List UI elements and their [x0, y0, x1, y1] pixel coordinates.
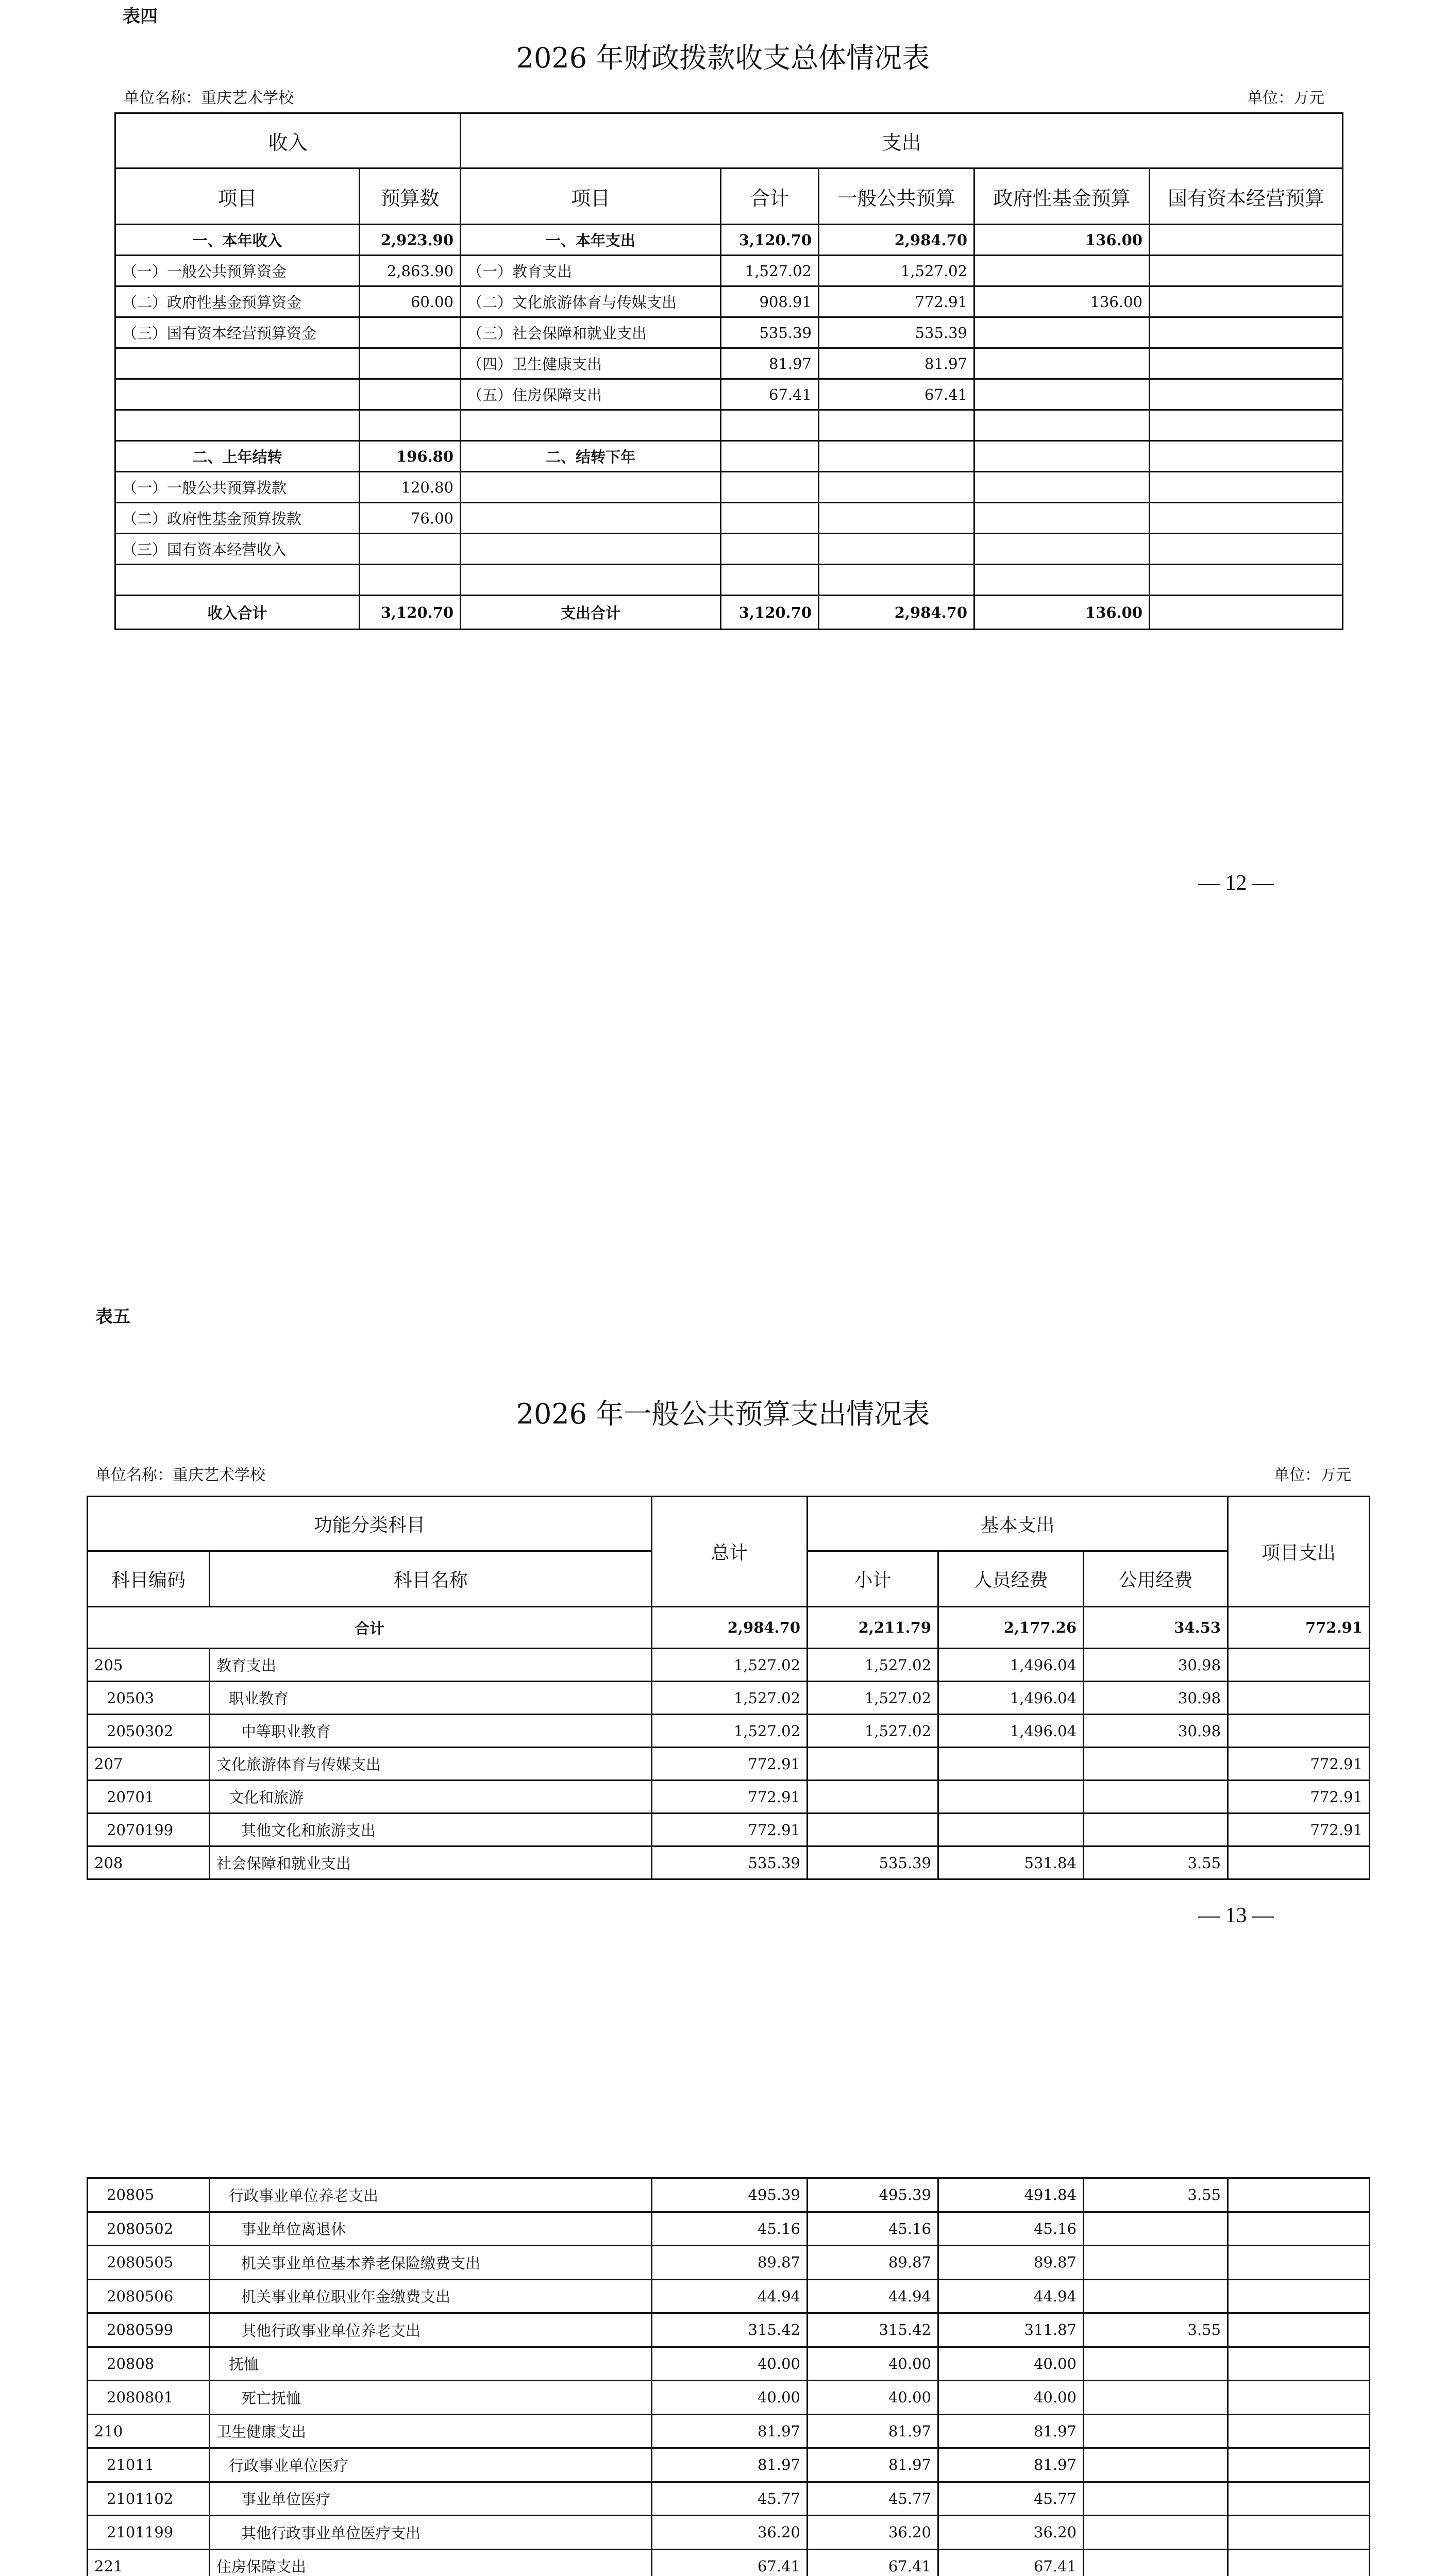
income-header: 收入: [115, 113, 461, 168]
public-amount: [1084, 2347, 1228, 2381]
project-amount: [1228, 2482, 1370, 2516]
income-item: （三）国有资本经营收入: [115, 534, 360, 565]
table-row: [88, 1781, 1370, 1814]
personnel-amount: 1,496.04: [938, 1649, 1084, 1682]
subject-name: 死亡抚恤: [210, 2381, 652, 2415]
income-amount: [360, 410, 461, 441]
table4-unit-name: 单位名称：重庆艺术学校: [124, 89, 294, 107]
table-row: [88, 2212, 1370, 2246]
personnel-amount: 40.00: [938, 2381, 1084, 2415]
subject-name: 中等职业教育: [210, 1715, 652, 1748]
subject-code: 20805: [88, 2178, 210, 2212]
total-amount: 1,527.02: [652, 1682, 808, 1715]
table-row: [115, 256, 1343, 286]
subtotal-amount: 1,527.02: [808, 1715, 938, 1748]
fund-budget-amount: [974, 472, 1150, 503]
table-row: [88, 2178, 1370, 2212]
table-row: [88, 2549, 1370, 2576]
subject-name: 事业单位医疗: [210, 2482, 652, 2516]
table-row: [88, 1748, 1370, 1781]
total-amount: 1,527.02: [652, 1715, 808, 1748]
subtotal-amount: 67.41: [808, 2549, 938, 2576]
public-amount: 3.55: [1084, 2313, 1228, 2347]
table5-unit: 单位：万元: [1274, 1466, 1351, 1484]
expense-item: （二）文化旅游体育与传媒支出: [461, 286, 721, 317]
subject-code: 21011: [88, 2448, 210, 2482]
general-budget-amount: 67.41: [819, 379, 974, 410]
subject-name: 机关事业单位基本养老保险缴费支出: [210, 2246, 652, 2280]
income-item: 一、本年收入: [115, 225, 360, 256]
expense-item: 支出合计: [461, 596, 721, 630]
income-amount: 60.00: [360, 286, 461, 317]
public-amount: [1084, 1781, 1228, 1814]
project-expense-header: 项目支出: [1228, 1497, 1370, 1607]
general-budget-amount: 1,527.02: [819, 256, 974, 286]
income-amount: 76.00: [360, 503, 461, 534]
public-amount: 30.98: [1084, 1715, 1228, 1748]
total-amount: 535.39: [652, 1846, 808, 1879]
project-amount: [1228, 1846, 1370, 1879]
total-amount: 495.39: [652, 2178, 808, 2212]
project-amount: [1228, 2212, 1370, 2246]
state-capital-amount: [1150, 348, 1343, 379]
total-amount: 89.87: [652, 2246, 808, 2280]
expense-total: [721, 410, 819, 441]
page-number-12: — 12 —: [1198, 871, 1274, 895]
total-amount: 67.41: [652, 2549, 808, 2576]
income-amount: 120.80: [360, 472, 461, 503]
subject-code: 2080505: [88, 2246, 210, 2280]
expense-total: 3,120.70: [721, 596, 819, 630]
income-amount: [360, 565, 461, 596]
table-row: [115, 565, 1343, 596]
public-amount: [1084, 2448, 1228, 2482]
table-row: [88, 2279, 1370, 2313]
subject-code: 2101102: [88, 2482, 210, 2516]
subtotal-amount: 40.00: [808, 2347, 938, 2381]
general-budget-amount: [819, 472, 974, 503]
fund-budget-amount: [974, 256, 1150, 286]
state-capital-amount: [1150, 410, 1343, 441]
table-row: [115, 534, 1343, 565]
income-amount: 3,120.70: [360, 596, 461, 630]
expense-total: 81.97: [721, 348, 819, 379]
general-budget-amount: 81.97: [819, 348, 974, 379]
subject-name: 职业教育: [210, 1682, 652, 1715]
table-row: [88, 2448, 1370, 2482]
state-capital-amount: [1150, 441, 1343, 472]
personnel-amount: 81.97: [938, 2448, 1084, 2482]
table-row: [115, 225, 1343, 256]
general-budget-amount: 535.39: [819, 317, 974, 348]
fund-budget-header: 政府性基金预算: [974, 168, 1150, 225]
subject-code: 2101199: [88, 2516, 210, 2550]
table5-unit-name: 单位名称：重庆艺术学校: [95, 1466, 265, 1484]
subtotal-amount: 1,527.02: [808, 1682, 938, 1715]
expense-total: 3,120.70: [721, 225, 819, 256]
state-capital-header: 国有资本经营预算: [1150, 168, 1343, 225]
personnel-amount: 40.00: [938, 2347, 1084, 2381]
expense-header: 支出: [461, 113, 1343, 168]
general-budget-expense-table: [87, 1496, 1370, 1880]
personnel-amount: 67.41: [938, 2549, 1084, 2576]
subtotal-amount: 495.39: [808, 2178, 938, 2212]
expense-item: [461, 534, 721, 565]
fund-budget-amount: [974, 534, 1150, 565]
sum-personnel: 2,177.26: [938, 1607, 1084, 1649]
personnel-amount: [938, 1748, 1084, 1781]
table5-title: 2026 年一般公共预算支出情况表: [516, 1398, 930, 1430]
expense-item: （四）卫生健康支出: [461, 348, 721, 379]
personnel-amount: 311.87: [938, 2313, 1084, 2347]
fund-budget-amount: [974, 317, 1150, 348]
table-row: [115, 410, 1343, 441]
table4-unit: 单位：万元: [1247, 89, 1324, 107]
project-amount: [1228, 2246, 1370, 2280]
subject-name: 社会保障和就业支出: [210, 1846, 652, 1879]
income-amount: [360, 348, 461, 379]
project-amount: [1228, 2448, 1370, 2482]
fund-budget-amount: [974, 503, 1150, 534]
sum-row-label: 合计: [88, 1607, 652, 1649]
table-row: [115, 286, 1343, 317]
subject-name: 其他行政事业单位养老支出: [210, 2313, 652, 2347]
subtotal-header: 小计: [808, 1551, 938, 1607]
table-row: [88, 2313, 1370, 2347]
personnel-amount: 1,496.04: [938, 1682, 1084, 1715]
expense-total: [721, 441, 819, 472]
general-budget-expense-table-continued: [87, 2177, 1370, 2576]
subject-name: 行政事业单位养老支出: [210, 2178, 652, 2212]
income-item: 收入合计: [115, 596, 360, 630]
general-budget-amount: 772.91: [819, 286, 974, 317]
expense-total: 535.39: [721, 317, 819, 348]
state-capital-amount: [1150, 379, 1343, 410]
state-capital-amount: [1150, 286, 1343, 317]
project-amount: [1228, 2414, 1370, 2448]
fiscal-overview-table: [114, 112, 1343, 630]
income-item: （二）政府性基金预算拨款: [115, 503, 360, 534]
fund-budget-amount: [974, 441, 1150, 472]
subject-code: 2080801: [88, 2381, 210, 2415]
general-budget-amount: [819, 534, 974, 565]
project-amount: [1228, 2178, 1370, 2212]
subtotal-amount: 81.97: [808, 2448, 938, 2482]
state-capital-amount: [1150, 503, 1343, 534]
personnel-amount: 81.97: [938, 2414, 1084, 2448]
table-row: [88, 1682, 1370, 1715]
total-amount: 81.97: [652, 2414, 808, 2448]
personnel-amount: 45.16: [938, 2212, 1084, 2246]
public-header: 公用经费: [1084, 1551, 1228, 1607]
table-row: [88, 2347, 1370, 2381]
general-budget-amount: [819, 565, 974, 596]
expense-item: 二、结转下年: [461, 441, 721, 472]
state-capital-amount: [1150, 317, 1343, 348]
table-row: [88, 2516, 1370, 2550]
public-amount: 30.98: [1084, 1649, 1228, 1682]
expense-item: [461, 565, 721, 596]
basic-expense-header: 基本支出: [808, 1497, 1228, 1551]
table-row: [88, 1649, 1370, 1682]
subject-name: 住房保障支出: [210, 2549, 652, 2576]
state-capital-amount: [1150, 472, 1343, 503]
sum-public: 34.53: [1084, 1607, 1228, 1649]
total-amount: 772.91: [652, 1748, 808, 1781]
subject-name: 文化旅游体育与传媒支出: [210, 1748, 652, 1781]
fund-budget-amount: [974, 379, 1150, 410]
income-item: 二、上年结转: [115, 441, 360, 472]
general-budget-amount: 2,984.70: [819, 596, 974, 630]
state-capital-amount: [1150, 256, 1343, 286]
grand-total-header: 总计: [652, 1497, 808, 1607]
personnel-amount: 89.87: [938, 2246, 1084, 2280]
personnel-amount: [938, 1781, 1084, 1814]
expense-total: 908.91: [721, 286, 819, 317]
expense-item: [461, 503, 721, 534]
expense-total: [721, 565, 819, 596]
total-amount: 1,527.02: [652, 1649, 808, 1682]
subtotal-amount: [808, 1814, 938, 1846]
income-amount: [360, 379, 461, 410]
income-amount: 2,923.90: [360, 225, 461, 256]
table-row: [115, 596, 1343, 630]
subject-name: 机关事业单位职业年金缴费支出: [210, 2279, 652, 2313]
fund-budget-amount: [974, 410, 1150, 441]
public-amount: [1084, 2381, 1228, 2415]
subject-code: 2080506: [88, 2279, 210, 2313]
sum-project: 772.91: [1228, 1607, 1370, 1649]
subtotal-amount: [808, 1781, 938, 1814]
state-capital-amount: [1150, 596, 1343, 630]
total-amount: 44.94: [652, 2279, 808, 2313]
public-amount: 3.55: [1084, 1846, 1228, 1879]
subtotal-amount: 89.87: [808, 2246, 938, 2280]
subtotal-amount: 44.94: [808, 2279, 938, 2313]
table-row: [115, 348, 1343, 379]
project-amount: [1228, 2279, 1370, 2313]
public-amount: [1084, 1814, 1228, 1846]
income-amount: 2,863.90: [360, 256, 461, 286]
subject-code: 205: [88, 1649, 210, 1682]
subject-name: 卫生健康支出: [210, 2414, 652, 2448]
income-amount: 196.80: [360, 441, 461, 472]
subject-code: 210: [88, 2414, 210, 2448]
income-item: [115, 410, 360, 441]
total-amount: 772.91: [652, 1814, 808, 1846]
subject-code: 20701: [88, 1781, 210, 1814]
table-row: [115, 379, 1343, 410]
public-amount: [1084, 2549, 1228, 2576]
name-header: 科目名称: [210, 1551, 652, 1607]
income-amount: [360, 317, 461, 348]
expense-item: [461, 410, 721, 441]
total-amount: 45.77: [652, 2482, 808, 2516]
subject-code: 2080502: [88, 2212, 210, 2246]
subject-name: 事业单位离退休: [210, 2212, 652, 2246]
public-amount: [1084, 2414, 1228, 2448]
total-amount: 45.16: [652, 2212, 808, 2246]
table-row: [88, 1814, 1370, 1846]
project-amount: [1228, 2381, 1370, 2415]
project-amount: [1228, 2549, 1370, 2576]
personnel-amount: 36.20: [938, 2516, 1084, 2550]
expense-item-header: 项目: [461, 168, 721, 225]
public-amount: 30.98: [1084, 1682, 1228, 1715]
income-item: [115, 379, 360, 410]
subtotal-amount: 45.16: [808, 2212, 938, 2246]
personnel-amount: 44.94: [938, 2279, 1084, 2313]
public-amount: 3.55: [1084, 2178, 1228, 2212]
personnel-amount: 45.77: [938, 2482, 1084, 2516]
page-number-13: — 13 —: [1198, 1904, 1274, 1927]
subtotal-amount: 535.39: [808, 1846, 938, 1879]
subject-code: 20808: [88, 2347, 210, 2381]
subtotal-amount: 40.00: [808, 2381, 938, 2415]
income-item: （一）一般公共预算拨款: [115, 472, 360, 503]
general-budget-header: 一般公共预算: [819, 168, 974, 225]
public-amount: [1084, 2212, 1228, 2246]
subject-code: 221: [88, 2549, 210, 2576]
table4-title: 2026 年财政拨款收支总体情况表: [516, 42, 930, 74]
income-amount: [360, 534, 461, 565]
subtotal-amount: [808, 1748, 938, 1781]
fund-budget-amount: [974, 348, 1150, 379]
subject-name: 行政事业单位医疗: [210, 2448, 652, 2482]
general-budget-amount: 2,984.70: [819, 225, 974, 256]
income-item: （二）政府性基金预算资金: [115, 286, 360, 317]
table-row: [115, 503, 1343, 534]
total-amount: 81.97: [652, 2448, 808, 2482]
subject-name: 教育支出: [210, 1649, 652, 1682]
project-amount: [1228, 1715, 1370, 1748]
project-amount: 772.91: [1228, 1781, 1370, 1814]
total-amount: 36.20: [652, 2516, 808, 2550]
expense-item: （一）教育支出: [461, 256, 721, 286]
total-amount: 40.00: [652, 2381, 808, 2415]
public-amount: [1084, 1748, 1228, 1781]
expense-total: 67.41: [721, 379, 819, 410]
total-amount: 40.00: [652, 2347, 808, 2381]
public-amount: [1084, 2246, 1228, 2280]
expense-total: 1,527.02: [721, 256, 819, 286]
subtotal-amount: 45.77: [808, 2482, 938, 2516]
subject-code: 20503: [88, 1682, 210, 1715]
public-amount: [1084, 2279, 1228, 2313]
income-item-header: 项目: [115, 168, 360, 225]
personnel-amount: 491.84: [938, 2178, 1084, 2212]
expense-total: [721, 503, 819, 534]
income-item: （三）国有资本经营预算资金: [115, 317, 360, 348]
state-capital-amount: [1150, 565, 1343, 596]
subject-code: 208: [88, 1846, 210, 1879]
subject-code: 2070199: [88, 1814, 210, 1846]
subject-code: 207: [88, 1748, 210, 1781]
subject-name: 抚恤: [210, 2347, 652, 2381]
general-budget-amount: [819, 441, 974, 472]
subtotal-amount: 36.20: [808, 2516, 938, 2550]
project-amount: [1228, 2347, 1370, 2381]
personnel-amount: 1,496.04: [938, 1715, 1084, 1748]
table-row: [88, 2414, 1370, 2448]
general-budget-amount: [819, 410, 974, 441]
table-row: [88, 1846, 1370, 1879]
subject-name: 其他行政事业单位医疗支出: [210, 2516, 652, 2550]
state-capital-amount: [1150, 534, 1343, 565]
table-row: [115, 441, 1343, 472]
func-class-header: 功能分类科目: [88, 1497, 652, 1551]
subject-name: 其他文化和旅游支出: [210, 1814, 652, 1846]
fund-budget-amount: 136.00: [974, 286, 1150, 317]
total-amount: 315.42: [652, 2313, 808, 2347]
code-header: 科目编码: [88, 1551, 210, 1607]
subject-name: 文化和旅游: [210, 1781, 652, 1814]
income-item: [115, 565, 360, 596]
state-capital-amount: [1150, 225, 1343, 256]
public-amount: [1084, 2482, 1228, 2516]
table4-label: 表四: [123, 6, 158, 27]
project-amount: 772.91: [1228, 1814, 1370, 1846]
fund-budget-amount: 136.00: [974, 225, 1150, 256]
personnel-header: 人员经费: [938, 1551, 1084, 1607]
fund-budget-amount: 136.00: [974, 596, 1150, 630]
income-item: [115, 348, 360, 379]
subtotal-amount: 81.97: [808, 2414, 938, 2448]
table-row: [115, 317, 1343, 348]
project-amount: 772.91: [1228, 1748, 1370, 1781]
table-row: [88, 2381, 1370, 2415]
expense-item: 一、本年支出: [461, 225, 721, 256]
expense-item: [461, 472, 721, 503]
project-amount: [1228, 2313, 1370, 2347]
project-amount: [1228, 1682, 1370, 1715]
subtotal-amount: 315.42: [808, 2313, 938, 2347]
expense-total: [721, 472, 819, 503]
subtotal-amount: 1,527.02: [808, 1649, 938, 1682]
fund-budget-amount: [974, 565, 1150, 596]
income-budget-header: 预算数: [360, 168, 461, 225]
table5-label: 表五: [95, 1307, 130, 1327]
table-row: [88, 2482, 1370, 2516]
subject-code: 2080599: [88, 2313, 210, 2347]
table-row: [115, 472, 1343, 503]
total-amount: 772.91: [652, 1781, 808, 1814]
general-budget-amount: [819, 503, 974, 534]
personnel-amount: 531.84: [938, 1846, 1084, 1879]
income-item: （一）一般公共预算资金: [115, 256, 360, 286]
subject-code: 2050302: [88, 1715, 210, 1748]
expense-total: [721, 534, 819, 565]
project-amount: [1228, 2516, 1370, 2550]
expense-item: （五）住房保障支出: [461, 379, 721, 410]
expense-total-header: 合计: [721, 168, 819, 225]
sum-subtotal: 2,211.79: [808, 1607, 938, 1649]
project-amount: [1228, 1649, 1370, 1682]
expense-item: （三）社会保障和就业支出: [461, 317, 721, 348]
personnel-amount: [938, 1814, 1084, 1846]
table-row: [88, 1715, 1370, 1748]
public-amount: [1084, 2516, 1228, 2550]
sum-total: 2,984.70: [652, 1607, 808, 1649]
table-row: [88, 2246, 1370, 2280]
